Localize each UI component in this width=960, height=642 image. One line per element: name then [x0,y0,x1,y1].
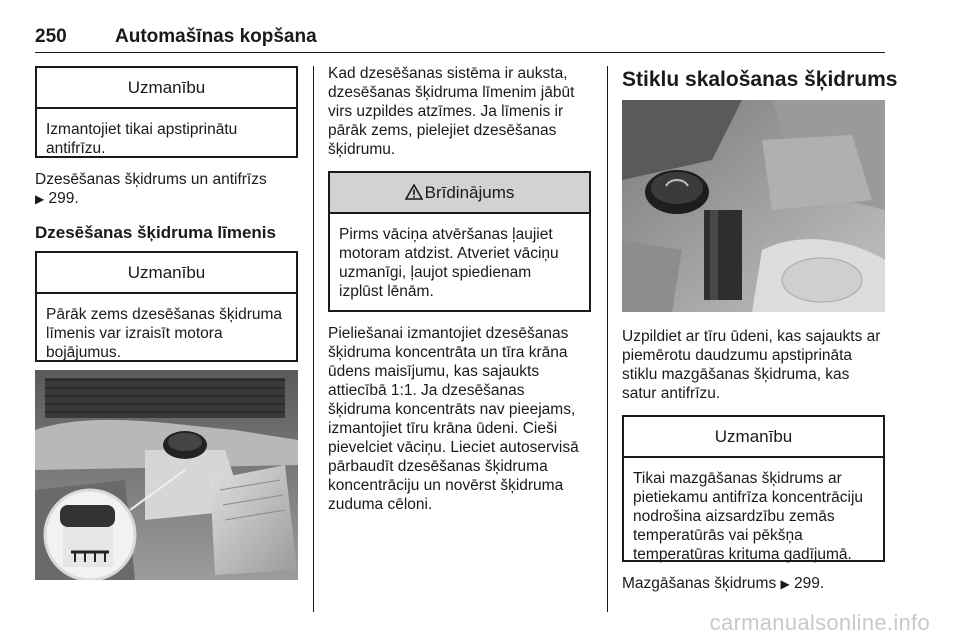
caution-text: Tikai mazgāšanas šķidrums ar pietiekamu antifrīza koncentrāciju nodrošina aizsardzību zemās temperatūrās vai pēkšņa temperatūras krituma gadījumā. [633,470,864,563]
column-3 [622,66,898,594]
warning-triangle-icon [405,184,423,200]
caution-heading: Uzmanību [37,253,296,294]
washer-fill-text: Uzpildiet ar tīru ūdeni, kas sajaukts ar piemērotu daudzumu apstiprināta stiklu mazgāšanas šķidruma, kas satur antifrīzu. [622,328,881,402]
page-reference-arrow-icon: ▶ [35,192,45,206]
caution-heading: Uzmanību [624,417,883,458]
caution-text: Pārāk zems dzesēšanas šķidruma līmenis var izraisīt motora bojājumus. [46,306,283,361]
watermark: carmanualsonline.info [709,610,930,635]
caution-box-coolant-level [35,251,298,362]
warning-text: Pirms vāciņa atvēršanas ļaujiet motoram atdzist. Atveriet vāciņu uzmanīgi, ļaujot spiedienam izplūst lēnām. [339,226,559,300]
coolant-mix-text: Pieliešanai izmantojiet dzesēšanas šķidruma koncentrāta un tīra krāna ūdens maisījumu, kas sajaukts attiecībā 1:1. Ja dzesēšanas šķidruma koncentrāts nav pieejams, izmantojiet tīru krāna ūdeni. Cieši pievelciet vāciņu. Lieciet autoservisā pārbaudīt dzesēšanas šķidruma koncentrāciju un novērst šķidruma zuduma cēloni. [328,325,579,513]
reference-text: Mazgāšanas šķidrums [622,575,777,592]
reference-page: 299. [789,575,825,592]
warning-heading-text: Brīdinājums [424,183,515,202]
column-1 [35,66,298,580]
coolant-check-text: Kad dzesēšanas sistēma ir auksta, dzesēšanas šķidruma līmenim jābūt virs uzpildes atzīmes. Ja līmenis ir pārāk zems, pielejiet dzesēšanas šķidrumu. [328,65,575,158]
warning-box-hot-coolant [328,171,591,312]
caution-box-antifreeze [35,66,298,158]
page-number: 250 [35,26,67,47]
column-divider-1 [313,66,314,612]
washer-fluid-photo [622,100,885,312]
caution-box-washer [622,415,885,562]
reference-text: Dzesēšanas šķidrums un antifrīzs [35,171,267,188]
chapter-title: Automašīnas kopšana [115,26,317,47]
warning-heading [330,173,589,214]
coolant-reference [35,170,298,209]
caution-heading: Uzmanību [37,68,296,109]
caution-text: Izmantojiet tikai apstiprinātu antifrīzu. [46,121,238,157]
washer-fluid-heading: Stiklu skalošanas šķidrums [622,68,898,91]
coolant-reservoir-photo [35,370,298,580]
column-2 [328,66,591,514]
column-divider-2 [607,66,608,612]
coolant-level-heading: Dzesēšanas šķidruma līmenis [35,223,276,242]
reference-page: 299. [44,190,79,207]
washer-reference [622,574,885,594]
page-reference-arrow-icon: ▶ [780,577,790,591]
page-header [35,24,885,53]
